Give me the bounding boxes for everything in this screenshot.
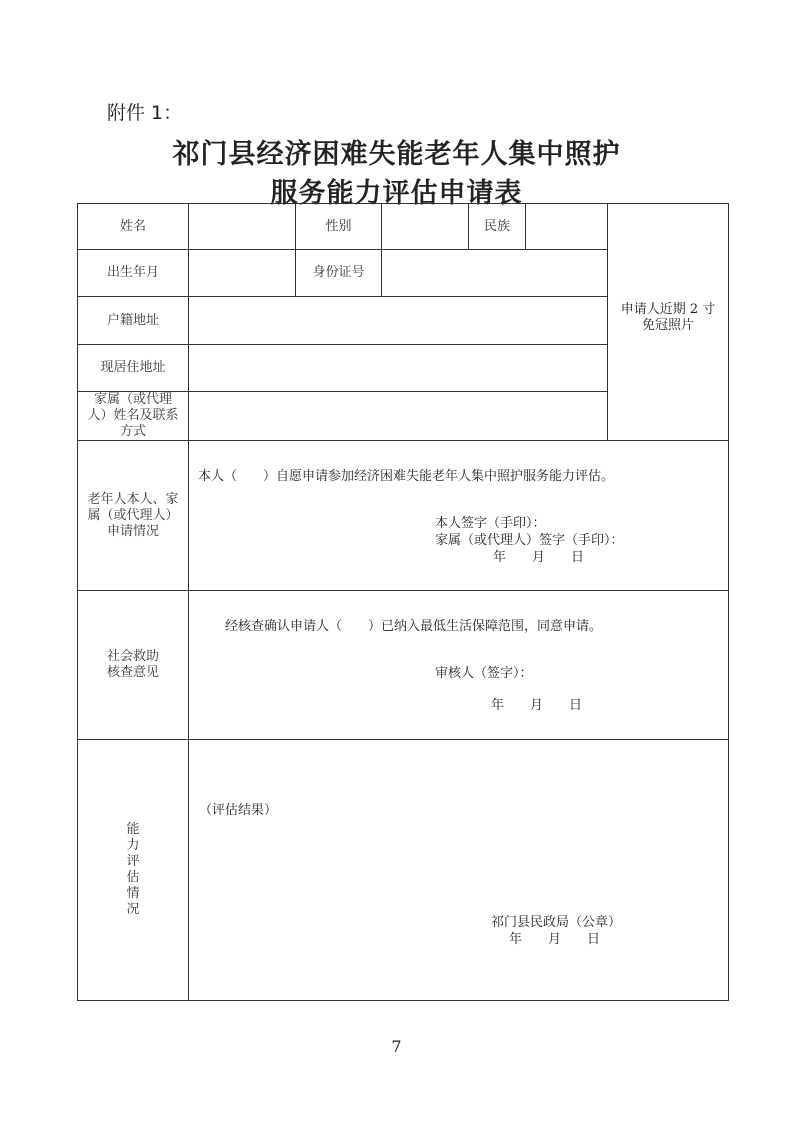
residence-label: 现居住地址 xyxy=(78,345,189,392)
ethnicity-field[interactable] xyxy=(526,204,608,250)
birth-field[interactable] xyxy=(189,250,296,297)
form-title-line2: 服务能力评估申请表 xyxy=(270,178,523,209)
gender-label: 性别 xyxy=(296,204,382,250)
assessment-char-4: 估 xyxy=(126,870,140,885)
assessment-char-1: 能 xyxy=(126,822,140,837)
social-statement: 经核查确认申请人（ ）已纳入最低生活保障范围，同意申请。 xyxy=(225,619,603,634)
civil-affairs-bureau-seal: 祁门县民政局（公章） xyxy=(491,915,622,930)
assessment-result-label: （评估结果） xyxy=(199,803,278,818)
social-assistance-label xyxy=(78,591,189,740)
hukou-field[interactable] xyxy=(189,297,608,345)
name-label: 姓名 xyxy=(78,204,189,250)
attachment-label: 附件 1： xyxy=(107,102,183,124)
social-label-line1: 社会救助 xyxy=(106,649,159,664)
name-field[interactable] xyxy=(189,204,296,250)
photo-box[interactable] xyxy=(608,204,729,441)
application-content[interactable] xyxy=(189,441,729,591)
social-assistance-content[interactable] xyxy=(189,591,729,740)
hukou-label: 户籍地址 xyxy=(78,297,189,345)
assessment-label xyxy=(78,740,189,1001)
self-signature-label: 本人签字（手印）： xyxy=(435,516,546,531)
birth-label: 出生年月 xyxy=(78,250,189,297)
photo-label-line1: 申请人近期 2 寸 xyxy=(620,302,716,317)
family-label-line3: 方式 xyxy=(119,424,146,439)
application-label-line2: 属（或代理人） xyxy=(87,507,179,523)
assessment-char-3: 评 xyxy=(126,854,140,869)
social-date: 年 月 日 xyxy=(491,698,583,713)
application-label-line1: 老年人本人、家 xyxy=(87,491,179,507)
family-contact-label xyxy=(78,392,189,441)
photo-label-line2: 免冠照片 xyxy=(641,318,694,333)
assessment-char-5: 情 xyxy=(126,886,140,901)
assessment-content[interactable] xyxy=(189,740,729,1001)
assessment-char-6: 况 xyxy=(126,902,140,917)
family-contact-field[interactable] xyxy=(189,392,608,441)
ethnicity-label: 民族 xyxy=(469,204,526,250)
form-title-line1: 祁门县经济困难失能老年人集中照护 xyxy=(172,139,621,170)
assessment-date: 年 月 日 xyxy=(509,932,601,947)
reviewer-signature-label: 审核人（签字）： xyxy=(435,666,533,681)
id-label: 身份证号 xyxy=(296,250,382,297)
family-signature-label: 家属（或代理人）签字（手印）： xyxy=(435,533,624,548)
application-label-line3: 申请情况 xyxy=(106,523,159,539)
family-label-line2: 人）姓名及联系 xyxy=(87,408,179,423)
residence-field[interactable] xyxy=(189,345,608,392)
application-date: 年 月 日 xyxy=(493,550,585,565)
family-label-line1: 家属（或代理 xyxy=(93,392,172,407)
social-label-line2: 核查意见 xyxy=(106,665,159,680)
application-statement: 本人（ ）自愿申请参加经济困难失能老年人集中照护服务能力评估。 xyxy=(198,469,615,484)
page-number: 7 xyxy=(391,1037,402,1056)
assessment-char-2: 力 xyxy=(126,838,140,853)
id-field[interactable] xyxy=(382,250,608,297)
application-label xyxy=(78,441,189,591)
application-form-table xyxy=(77,203,729,1001)
gender-field[interactable] xyxy=(382,204,469,250)
